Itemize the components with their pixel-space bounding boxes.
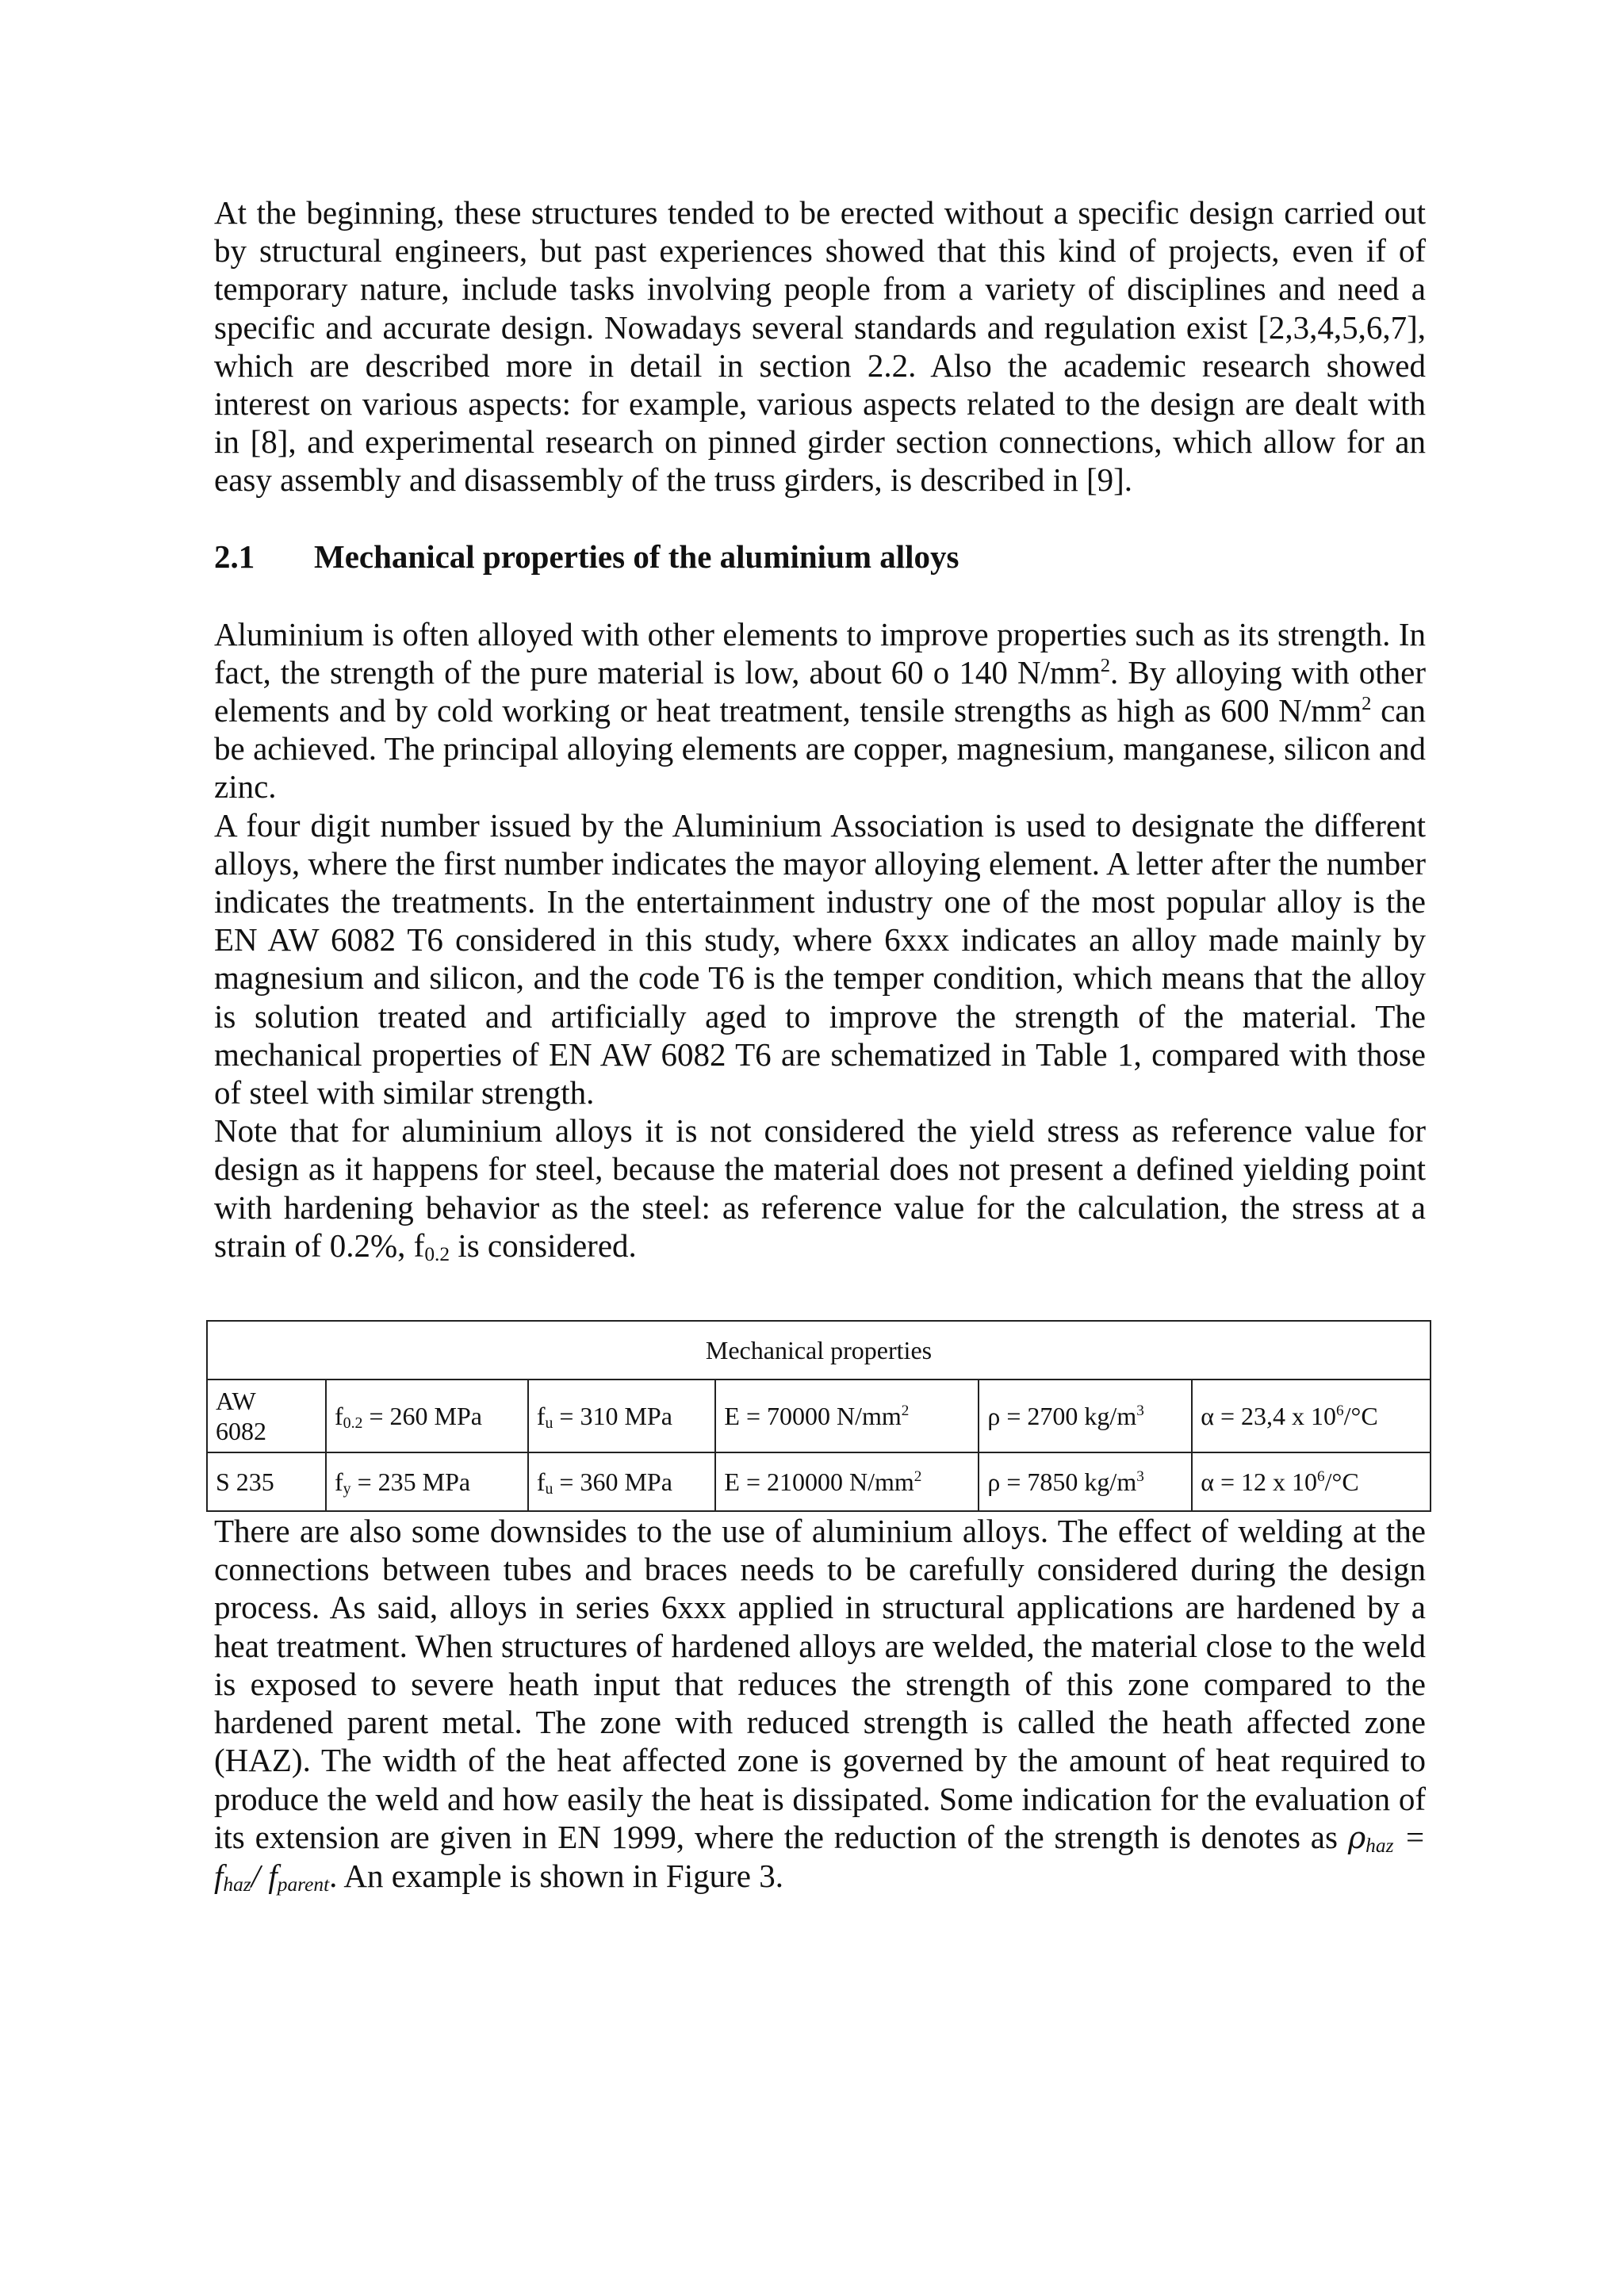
rho-subscript: haz [1365,1835,1394,1858]
table-row [207,1380,1431,1452]
welding-downsides-paragraph [214,1512,1426,1895]
section-heading [214,538,1426,576]
ultimate-strength-cell: $f_u = 310$ MPa [528,1380,716,1452]
aluminium-strength-text: In fact, the strength of the pure material is low, about 60 o 140 N/mm [214,615,1427,691]
thermal-expansion-cell: α = 23,4 x $10^6/^\circ C$ [1192,1380,1431,1452]
alloy-designation-paragraph: A four digit number issued by the Aluminium Association is used to designate the different alloys, where the first number indicates the mayor alloying element. A letter after the number indicates the treatments. In the entertainment industry one of the most popular alloy is the EN AW 6082 T6 considered in this study, where 6xxx indicates an alloy made mainly by magnesium and silicon, and the code T6 is the temper condition, which means that the alloy is solution treated and artificially aged to improve the strength of the material. The mechanical properties of EN AW 6082 T6 are schematized in Table 1, compared with those of steel with similar strength. [214,806,1426,1112]
table-row [207,1452,1431,1511]
yield-note-end: is considered. [450,1226,637,1264]
equation-f: = f [214,1818,1426,1894]
modulus-cell: E = 210000 $N/mm^2$ [715,1452,979,1511]
welding-text: There are also some downsides to the use of aluminium alloys. The effect of welding at the connections between tubes and braces needs to be carefully considered during the design process. As said, alloys in series 6xxx applied in structural applications are hardened by a heat treatment. When structures of hardened alloys are welded, the material close to the weld is exposed to severe heath input that reduces the strength of this zone compared to the hardened parent metal. The zone with reduced strength is called the heath affected zone (HAZ). The width of the heat affected zone is governed by the amount of heat required to produce the weld and how easily the heat is dissipated. Some indication for the evaluation of its extension are given in EN 1999, where the reduction of the strength is denotes as [214,1513,1426,1855]
intro-paragraph: At the beginning, these structures tended to be erected without a specific design carried out by structural engineers, but past experiences showed that this kind of projects, even if of temporary nature, include tasks involving people from a variety of disciplines and need a specific and accurate design. Nowadays several standards and regulation exist [2,3,4,5,6,7], which are described more in detail in section 2.2. Also the academic research showed interest on various aspects: for example, various aspects related to the design are dealt with in [8], and experimental research on pinned girder section connections, which allow for an easy assembly and disassembly of the truss girders, is described in [9]. [214,194,1426,499]
alloying-text: . By alloying with other elements and by cold working or heat treatment, tensile strengths as high as 600 N/mm [214,653,1427,729]
density-cell: ρ = 2700 $kg/m^3$ [979,1380,1192,1452]
mechanical-properties-table [206,1320,1431,1512]
aluminium-intro-paragraph [214,615,1426,806]
material-cell: S 235 [207,1452,326,1511]
table-header-cell: Mechanical properties [207,1321,1431,1380]
table-header-row [207,1321,1431,1380]
equation-slash-f: / f [251,1857,278,1894]
fhaz-subscript: haz [223,1873,251,1896]
page-content [214,193,1426,1895]
modulus-cell: E = 70000 $N/mm^2$ [715,1380,979,1452]
material-cell: AW 6082 [207,1380,326,1452]
f02-subscript: 0.2 [424,1243,450,1266]
unit-exponent: 2 [1100,654,1111,676]
alloying-elements-text: can be achieved. The principal alloying elements are copper, magnesium, manganese, silicon and zinc. [214,692,1426,806]
section-title: Mechanical properties of the aluminium alloys [314,538,959,575]
yield-stress-note-paragraph [214,1112,1426,1265]
density-cell: ρ = 7850 $kg/m^3$ [979,1452,1192,1511]
strength-cell: $f_{0.2} = 260$ MPa [326,1380,528,1452]
aluminium-intro-line1: Aluminium is often alloyed with other elements to improve properties such as its strength. [214,615,1391,652]
ultimate-strength-cell: $f_u = 360$ MPa [528,1452,716,1511]
strength-cell: $f_y = 235$ MPa [326,1452,528,1511]
thermal-expansion-cell: α = 12 x $10^6/^\circ C$ [1192,1452,1431,1511]
section-number: 2.1 [214,538,255,575]
welding-text-end: . An example is shown in Figure 3. [329,1857,783,1894]
yield-note-text: Note that for aluminium alloys it is not considered the yield stress as reference value for design as it happens for steel, because the material does not present a defined yielding point with hardening behavior as the steel: as reference value for the calculation, the stress at a strain of 0.2%, f [214,1112,1426,1264]
mechanical-properties-table-wrapper [206,1320,1431,1512]
rho-symbol: ρ [1347,1820,1366,1855]
fparent-subscript: parent [277,1873,330,1896]
unit-exponent: 2 [1362,692,1372,714]
